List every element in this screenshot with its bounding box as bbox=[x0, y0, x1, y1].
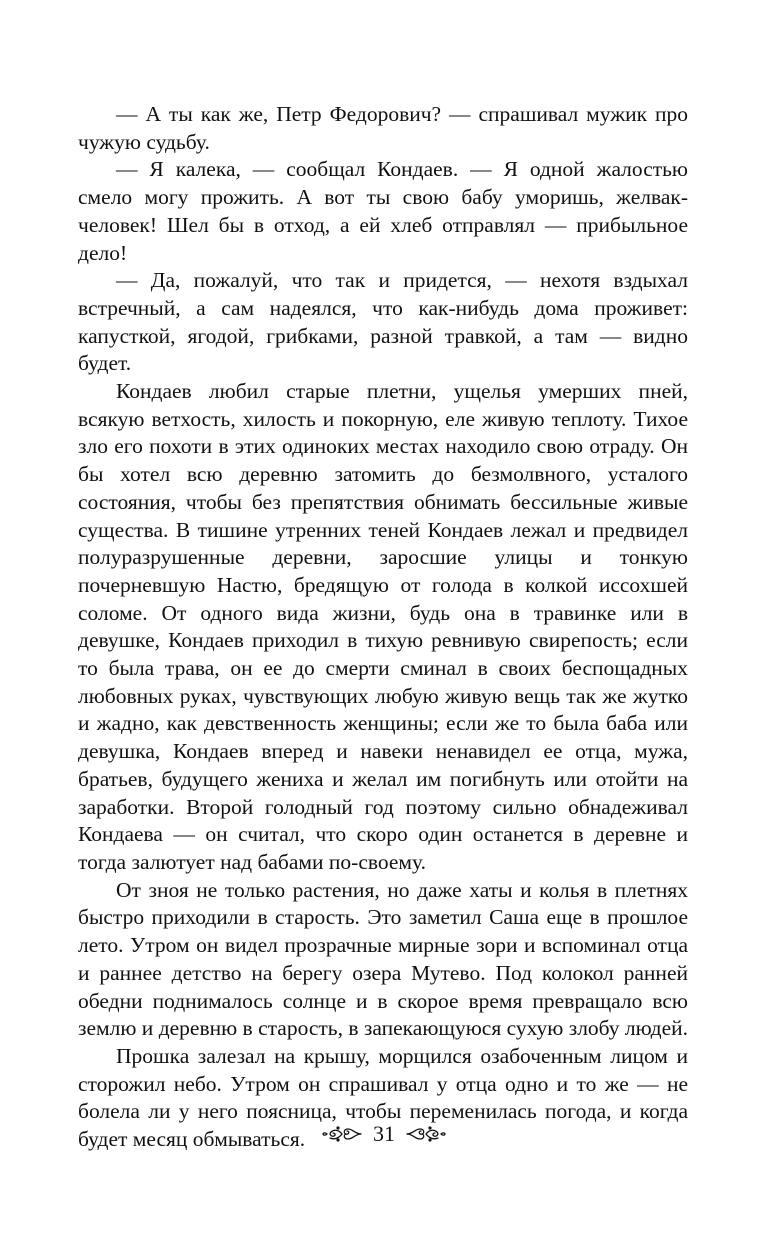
paragraph: От зноя не только растения, но даже хаты и колья в плетнях быстро приходили в старость. Это заметил Саша еще в прошлое лето. Утром он видел прозрачные мирные зори и вспоминал отца и раннее детство на берегу озера Мутево. Под колокол ранней обедни поднималось солнце и в скорое время превращало всю землю и деревню в старость, в запекающуюся сухую злобу людей. bbox=[78, 877, 688, 1041]
paragraph: Прошка залезал на крышу, морщился озабоченным лицом и сторожил небо. Утром он спрашивал у отца одно и то же — не болела ли у него поясница, чтобы переменилась погода, и когда будет месяц обмываться. bbox=[78, 1043, 688, 1152]
body-text bbox=[78, 101, 688, 1154]
page-folio bbox=[0, 1121, 768, 1147]
floral-ornament-icon bbox=[405, 1123, 447, 1145]
paragraph: Кондаев любил старые плетни, ущелья умерших пней, всякую ветхость, хилость и покорную, еле живую теплоту. Тихое зло его похоти в этих одиноких местах находило свою отраду. Он бы хотел всю деревню затомить до безмолвного, усталого состояния, чтобы без препятствия обнимать бессильные живые существа. В тишине утренних теней Кондаев лежал и предвидел полуразрушенные деревни, заросшие улицы и тонкую почерневшую Настю, бредящую от голода в колкой иссохшей соломе. От одного вида жизни, будь она в травинке или в девушке, Кондаев приходил в тихую ревнивую свирепость; если то была трава, он ее до смерти сминал в своих беспощадных любовных руках, чувствующих любую живую вещь так же жутко и жадно, как девственность женщины; если же то была баба или девушка, Кондаев вперед и навеки ненавидел ее отца, мужа, братьев, будущего жениха и желал им погибнуть или отойти на заработки. Второй голодный год поэтому сильно обнадеживал Кондаева — он считал, что скоро один останется в деревне и тогда залютует над бабами по-своему. bbox=[78, 379, 688, 874]
floral-ornament-icon bbox=[321, 1123, 363, 1145]
paragraph: — Я калека, — сообщал Кондаев. — Я одной жалостью смело могу прожить. А вот ты свою бабу уморишь, желвак-человек! Шел бы в отход, а ей хлеб отправлял — прибыльное дело! bbox=[78, 157, 688, 265]
paragraph: — А ты как же, Петр Федорович? — спрашивал мужик про чужую судьбу. bbox=[78, 102, 688, 154]
paragraph: — Да, пожалуй, что так и придется, — нехотя вздыхал встречный, а сам надеялся, что как-нибудь дома проживет: капусткой, ягодой, грибками, разной травкой, а там — видно будет. bbox=[78, 268, 688, 376]
page-number: 31 bbox=[373, 1121, 395, 1146]
